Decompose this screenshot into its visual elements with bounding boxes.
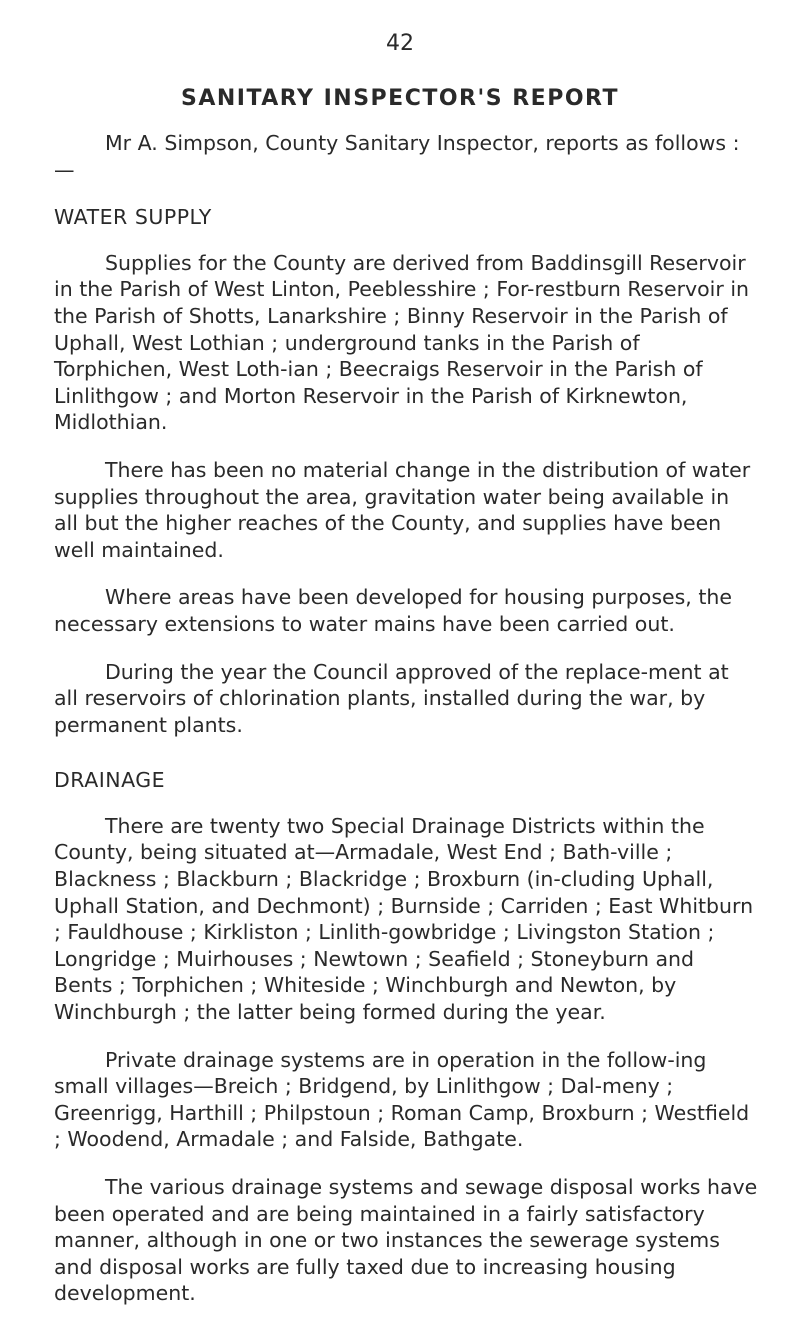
page-number: 42 <box>386 31 414 56</box>
drainage-paragraph-2: Private drainage systems are in operation in the follow-ing small villages—Breich ; Bridgend, by Linlithgow ; Dal-meny ; Greenrigg, Harthill ; Philpstoun ; Roman Camp, Broxburn ; Westfield ; Woodend, Armadale ; and Falside, Bathgate. <box>54 1047 750 1152</box>
report-body <box>54 130 758 1328</box>
water-paragraph-3: Where areas have been developed for housing purposes, the necessary extensions to water mains have been carried out. <box>54 585 732 636</box>
section-heading-water-supply: WATER SUPPLY <box>54 205 212 230</box>
drainage-paragraph-1: There are twenty two Special Drainage Districts within the County, being situated at—Armadale, West End ; Bath-ville ; Blackness ; Blackburn ; Blackridge ; Broxburn (in-cluding Uphall, Uphall Station, and Dechmont) ; Burnside ; Carriden ; East Whitburn ; Fauldhouse ; Kirkliston ; Linlith-gowbridge ; Livingston Station ; Longridge ; Muirhouses ; Newtown ; Seafield ; Stoneyburn and Bents ; Torphichen ; Whiteside ; Winchburgh and Newton, by Winchburgh ; the latter being formed during the year. <box>54 813 754 1025</box>
report-title: SANITARY INSPECTOR'S REPORT <box>180 86 619 111</box>
water-paragraph-4: During the year the Council approved of the replace-ment at all reservoirs of chlorination plants, installed during the war, by permanent plants. <box>54 659 729 737</box>
drainage-paragraph-3: The various drainage systems and sewage disposal works have been operated and are being maintained in a fairly satisfactory manner, although in one or two instances the sewerage systems and disposal works are fully taxed due to increasing housing development. <box>54 1175 758 1306</box>
section-water-supply <box>54 204 758 738</box>
water-paragraph-1: Supplies for the County are derived from Baddinsgill Reservoir in the Parish of West Linton, Peeblesshire ; For-restburn Reservoir in the Parish of Shotts, Lanarkshire ; Binny Reservoir in the Parish of Uphall, West Lothian ; underground tanks in the Parish of Torphichen, West Loth-ian ; Beecraigs Reservoir in the Parish of Linlithgow ; and Morton Reservoir in the Parish of Kirknewton, Midlothian. <box>54 250 750 435</box>
section-heading-drainage: DRAINAGE <box>54 768 166 793</box>
water-paragraph-2: There has been no material change in the distribution of water supplies throughout the area, gravitation water being available in all but the higher reaches of the County, and supplies have been well maintained. <box>54 457 751 562</box>
section-spacer <box>54 759 758 767</box>
section-drainage <box>54 767 758 1307</box>
intro-paragraph: Mr A. Simpson, County Sanitary Inspector, reports as follows :— <box>54 131 740 182</box>
